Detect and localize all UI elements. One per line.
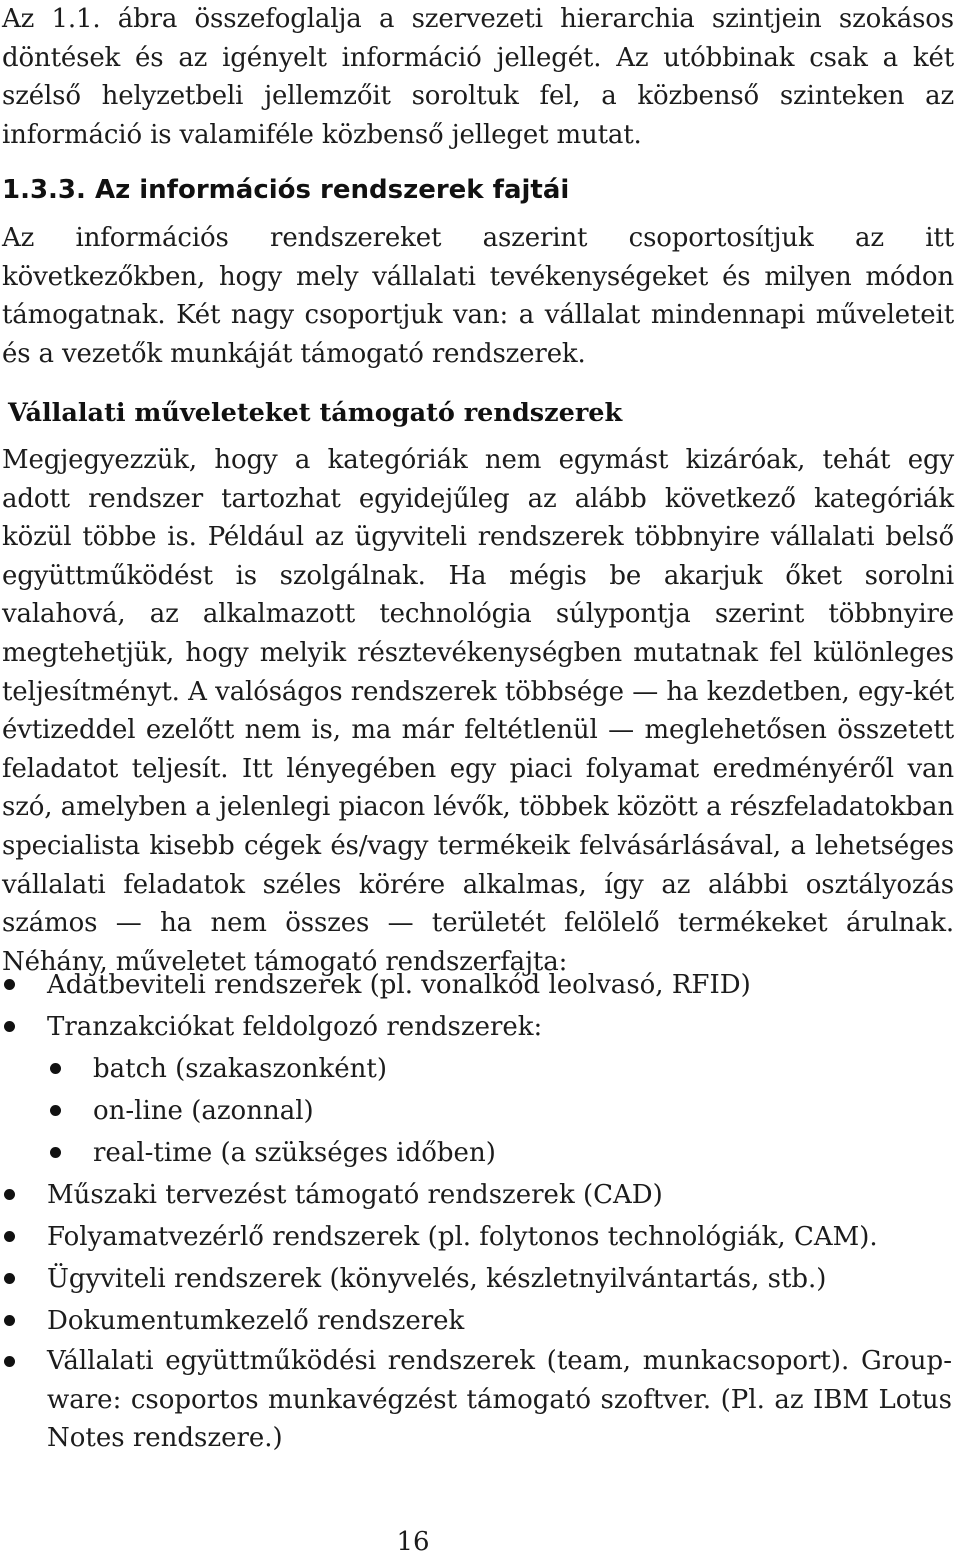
bullet-icon: [4, 1189, 15, 1200]
sub-list-item: [0, 1090, 952, 1132]
list-item-text: Ügyviteli rendszerek (könyvelés, készletnyilvántartás, stb.): [47, 1264, 827, 1294]
bullet-icon: [50, 1147, 61, 1158]
sub-list-item: [0, 1048, 952, 1090]
list-item-text: real-time (a szükséges időben): [93, 1138, 496, 1168]
intro-paragraph: Az 1.1. ábra összefoglalja a szervezeti hierarchia szintjein szokásos döntések és az igényelt információ jellegét. Az utóbbinak csak a két szélső helyzetbeli jellemzőit soroltuk fel, a közbenső szinteken az információ is valamiféle közbenső jelleget mutat.: [2, 4, 954, 150]
bullet-icon: [4, 1315, 15, 1326]
list-item: [0, 1258, 952, 1300]
list-item: [0, 964, 952, 1006]
list-item-text: Adatbeviteli rendszerek (pl. vonalkód leolvasó, RFID): [47, 970, 751, 1000]
list-item-text: Folyamatvezérlő rendszerek (pl. folytonos technológiák, CAM).: [47, 1222, 878, 1252]
list-item-text: on-line (azonnal): [93, 1096, 314, 1126]
section-paragraph: Az információs rendszereket aszerint csoportosítjuk az itt következőkben, hogy mely vállalati tevékenységeket és milyen módon támogatnak. Két nagy csoportjuk van: a vállalat mindennapi műveleteit és a vezetők munkáját támogató rendszerek.: [2, 223, 954, 369]
bullet-icon: [50, 1105, 61, 1116]
list-item-text: Műszaki tervezést támogató rendszerek (CAD): [47, 1180, 663, 1210]
list-item: [0, 1174, 952, 1216]
list-item-text: Dokumentumkezelő rendszerek: [47, 1306, 465, 1336]
section-heading: 1.3.3. Az információs rendszerek fajtái: [2, 175, 570, 205]
bullet-icon: [50, 1063, 61, 1074]
list-item-text: Tranzakciókat feldolgozó rendszerek:: [47, 1012, 543, 1042]
subsection-paragraph: Megjegyezzük, hogy a kategóriák nem egymást kizáróak, tehát egy adott rendszer tartozhat egyidejűleg az alább következő kategóriák közül többe is. Például az ügyviteli rendszerek többnyire vállalati belső együttműködést is szolgálnak. Ha mégis be akarjuk őket sorolni valahová, az alkalmazott technológia súlypontja szerint többnyire megtehetjük, hogy melyik résztevékenységben mutatnak fel különleges teljesítményt. A valóságos rendszerek többsége — ha kezdetben, egy-két évtizeddel ezelőtt nem is, ma már feltétlenül — meglehetősen összetett feladatot teljesít. Itt lényegében egy piaci folyamat eredményéről van szó, amelyben a jelenlegi piacon lévők, többek között a részfeladatokban specialista kisebb cégek és/vagy termékeik felvásárlásával, a lehetséges vállalati feladatok széles körére alkalmas, így az alábbi osztályozás számos — ha nem összes — területét felölelő termékeket árulnak. Néhány, műveletet támogató rendszerfajta:: [2, 445, 954, 977]
list-item: [0, 1216, 952, 1258]
bullet-icon: [4, 1356, 15, 1367]
bullet-icon: [4, 1231, 15, 1242]
subsection-heading: Vállalati műveleteket támogató rendszerek: [8, 398, 623, 428]
list-item: [0, 1300, 952, 1342]
system-types-list: [0, 964, 952, 1458]
bullet-icon: [4, 1273, 15, 1284]
list-item: [0, 1342, 952, 1458]
bullet-icon: [4, 979, 15, 990]
list-item: [0, 1006, 952, 1048]
page-number: 16: [396, 1527, 430, 1557]
list-item-text: Vállalati együttműködési rendszerek (team, munkacsoport). Groupware: csoportos munkavégzést támogató szoftver. (Pl. az IBM Lotus Notes rendszere.): [47, 1346, 952, 1454]
sub-list-item: [0, 1132, 952, 1174]
list-item-text: batch (szakaszonként): [93, 1054, 388, 1084]
bullet-icon: [4, 1021, 15, 1032]
